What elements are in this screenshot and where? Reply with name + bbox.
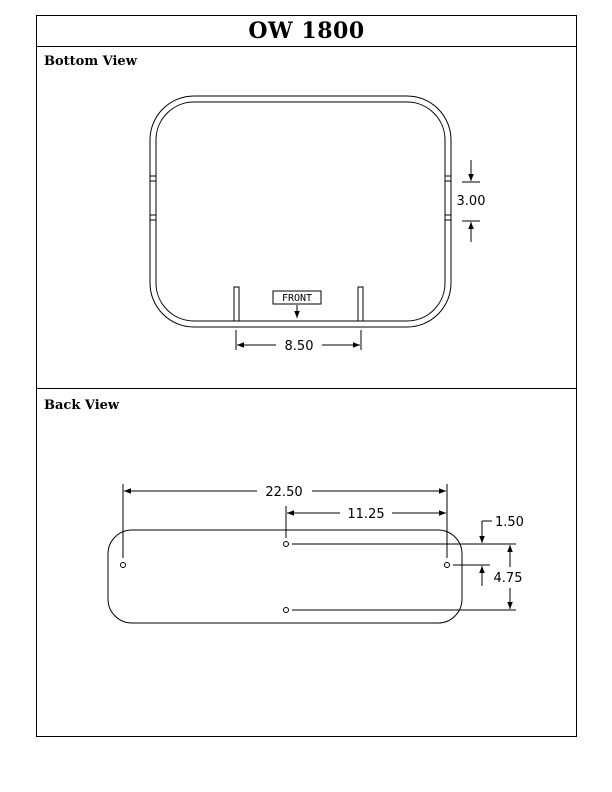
dimension-width-value: 8.50 (284, 339, 314, 354)
dimension-top-offset (482, 521, 492, 586)
dimension-hole-spacing-value: 4.75 (493, 571, 523, 586)
dimension-overall-value: 22.50 (265, 485, 303, 500)
tray-outline-inner (156, 102, 445, 321)
front-tab-right (358, 287, 363, 321)
mount-hole-left (121, 563, 126, 568)
dimension-half-value: 11.25 (347, 507, 385, 522)
page-title: OW 1800 (248, 18, 365, 44)
mount-hole-right (445, 563, 450, 568)
mount-hole-bottom (284, 608, 289, 613)
bottom-view-label: Bottom View (44, 54, 137, 69)
front-indicator (273, 291, 321, 318)
front-tab-left (234, 287, 239, 321)
back-view-label: Back View (44, 398, 120, 413)
dimension-height-value: 3.00 (456, 194, 486, 209)
side-notches (150, 176, 451, 220)
mount-hole-top (284, 542, 289, 547)
front-label: FRONT (281, 293, 313, 304)
dimension-top-offset-value: 1.50 (495, 515, 524, 530)
